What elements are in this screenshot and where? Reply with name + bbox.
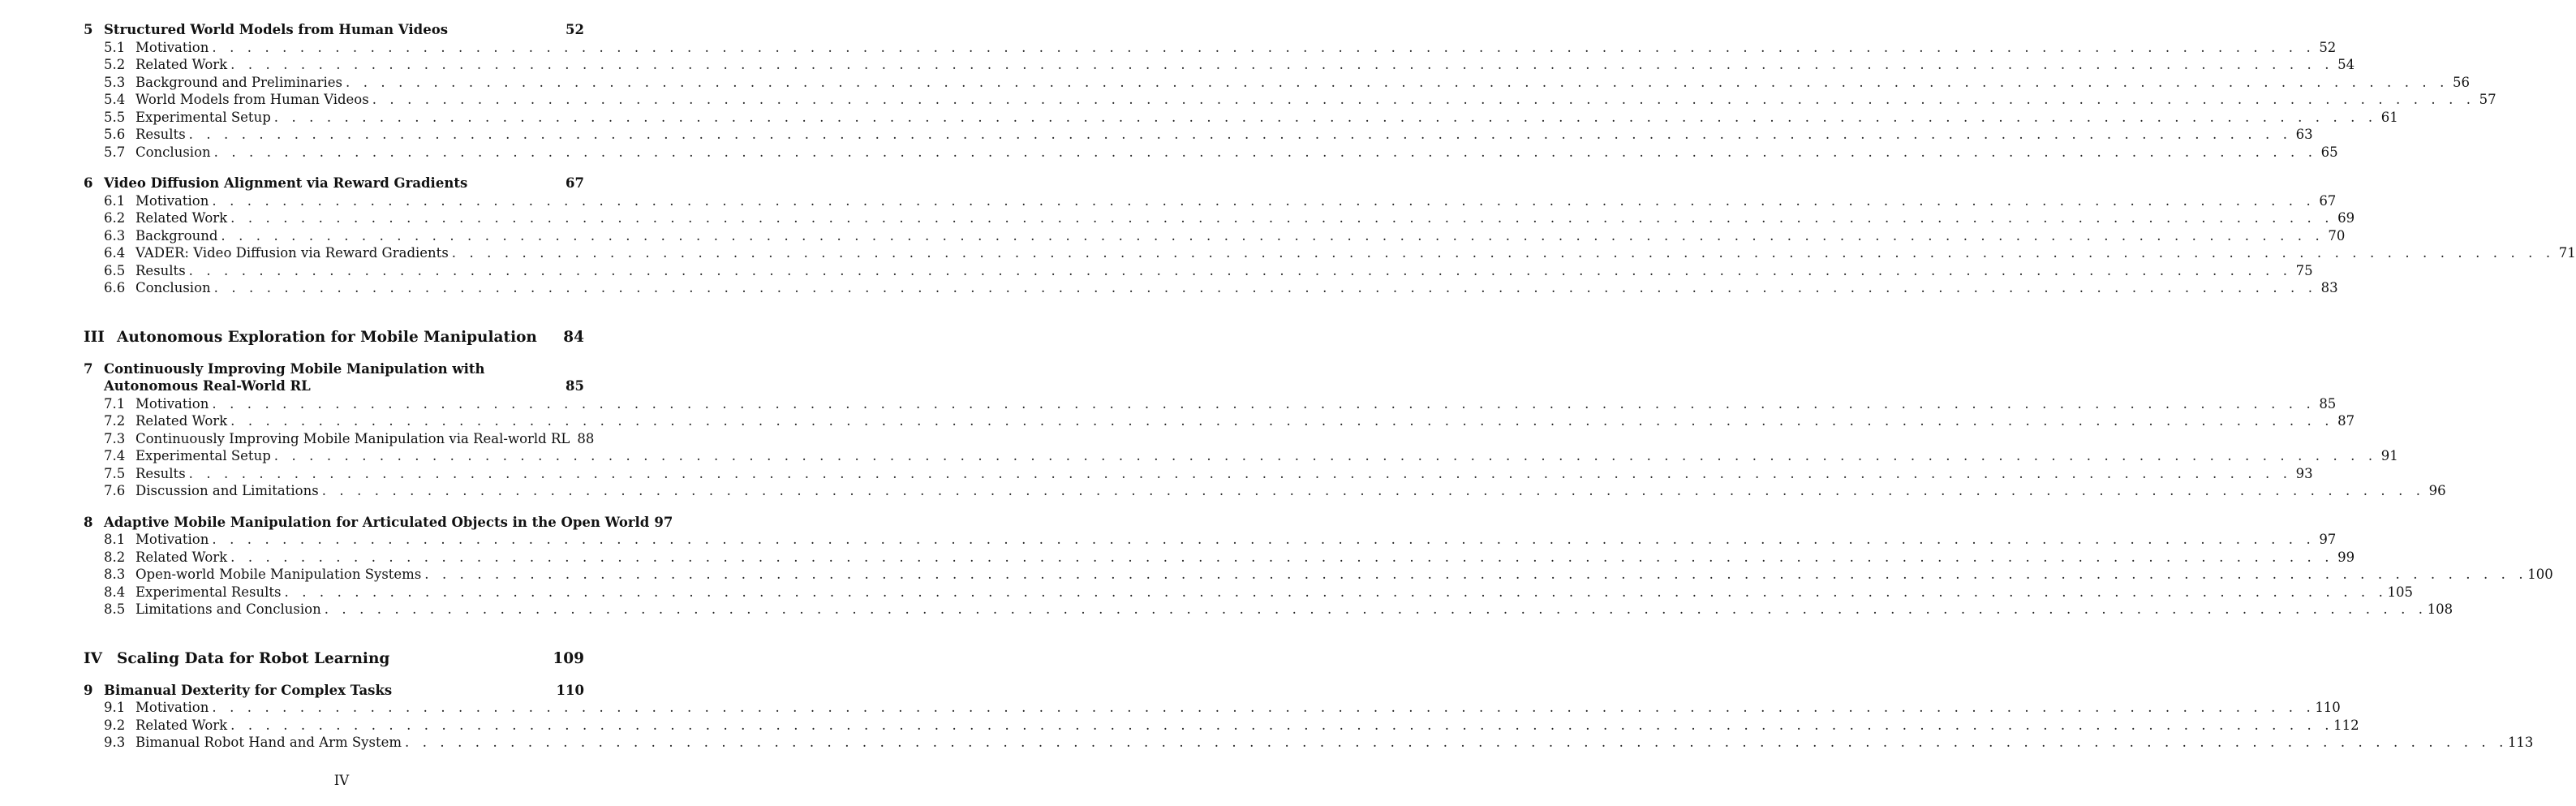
section-number: 9.3 bbox=[104, 735, 126, 750]
chapter-page-number: 110 bbox=[556, 682, 584, 698]
section-page-number: 69 bbox=[2337, 210, 2355, 226]
part-page-number: 84 bbox=[563, 328, 584, 346]
dot-leader: . . . . . . . . . . . . . . . . . . . . . . . . . . . . . . . . . . . . . . . . . . . . . . . . . . . . . . . . . . . . . . . . . . . . . . . . . . . . . . . . . . . . . . . . . . . . . . . . . . . . . . . . . . . . . . . . . . . . . . . . bbox=[230, 717, 2334, 733]
section-number: 5.7 bbox=[104, 144, 126, 160]
dot-leader: . . . . . . . . . . . . . . . . . . . . . . . . . . . . . . . . . . . . . . . . . . . . . . . . . . . . . . . . . . . . . . . . . . . . . . . . . . . . . . . . . . . . . . . . . . . . . . . . . . . . . . . . . . . . . . . . . . . . . . . . bbox=[284, 584, 2388, 600]
section-entry[interactable] bbox=[84, 566, 2553, 584]
section-title: Limitations and Conclusion bbox=[135, 601, 321, 617]
section-title: Background and Preliminaries bbox=[135, 74, 343, 90]
section-entry[interactable] bbox=[84, 482, 2446, 500]
section-title: Related Work bbox=[135, 57, 228, 72]
chapter-entry bbox=[84, 175, 2576, 297]
dot-leader: . . . . . . . . . . . . . . . . . . . . . . . . . . . . . . . . . . . . . . . . . . . . . . . . . . . . . . . . . . . . . . . . . . . . . . . . . . . . . . . . . . . . . . . . . . . . . . . . . . . . . . . . . . . . . . . . . . . . . . . . bbox=[230, 210, 2334, 226]
section-title: Continuously Improving Mobile Manipulation via Real-world RL bbox=[135, 430, 570, 446]
page-number: IV bbox=[333, 773, 350, 788]
chapter-entry bbox=[84, 360, 2446, 500]
part-number: IV bbox=[84, 649, 103, 667]
section-title: VADER: Video Diffusion via Reward Gradients bbox=[135, 245, 449, 261]
section-title: Background bbox=[135, 227, 218, 244]
chapter-page-number: 97 bbox=[654, 514, 673, 530]
section-title: Experimental Setup bbox=[135, 109, 271, 125]
section-number: 7.2 bbox=[104, 413, 126, 429]
section-page-number: 108 bbox=[2427, 601, 2453, 617]
section-number: 7.6 bbox=[104, 483, 126, 498]
section-title: Discussion and Limitations bbox=[135, 483, 319, 498]
section-title: Conclusion bbox=[135, 144, 211, 160]
section-title: Experimental Setup bbox=[135, 448, 271, 463]
dot-leader: . . . . . . . . . . . . . . . . . . . . . . . . . . . . . . . . . . . . . . . . . . . . . . . . . . . . . . . . . . . . . . . . . . . . . . . . . . . . . . . . . . . . . . . . . . . . . . . . . . . . . . . . . . . . . . . . . . . . . . . . bbox=[273, 109, 2377, 125]
dot-leader: . . . . . . . . . . . . . . . . . . . . . . . . . . . . . . . . . . . . . . . . . . . . . . . . . . . . . . . . . . . . . . . . . . . . . . . . . . . . . . . . . . . . . . . . . . . . . . . . . . . . . . . . . . . . . . . . . . . . . . . . bbox=[324, 601, 2428, 617]
section-entry[interactable] bbox=[84, 734, 2534, 752]
section-number: 7.5 bbox=[104, 465, 126, 481]
section-entry[interactable] bbox=[84, 412, 2355, 430]
chapter-heading[interactable] bbox=[84, 360, 584, 378]
section-page-number: 88 bbox=[577, 430, 595, 446]
section-page-number: 70 bbox=[2328, 227, 2346, 244]
chapter-heading-continued[interactable] bbox=[84, 377, 584, 395]
dot-leader: . . . . . . . . . . . . . . . . . . . . . . . . . . . . . . . . . . . . . . . . . . . . . . . . . . . . . . . . . . . . . . . . . . . . . . . . . . . . . . . . . . . . . . . . . . . . . . . . . . . . . . . . . . . . . . . . . . . . . . . . bbox=[212, 532, 2316, 547]
section-title: Related Work bbox=[135, 210, 228, 226]
dot-leader: . . . . . . . . . . . . . . . . . . . . . . . . . . . . . . . . . . . . . . . . . . . . . . . . . . . . . . . . . . . . . . . . . . . . . . . . . . . . . . . . . . . . . . . . . . . . . . . . . . . . . . . . . . . . . . . . . . . . . . . . bbox=[346, 74, 2449, 90]
chapter-number: 7 bbox=[84, 360, 93, 377]
section-entry[interactable] bbox=[84, 430, 595, 448]
section-page-number: 71 bbox=[2558, 245, 2576, 261]
section-entry[interactable] bbox=[84, 699, 2341, 717]
section-entry[interactable] bbox=[84, 447, 2398, 465]
chapter-title: Video Diffusion Alignment via Reward Gradients bbox=[104, 175, 468, 191]
chapter-entry bbox=[84, 514, 2553, 619]
section-entry[interactable] bbox=[84, 262, 2313, 280]
section-number: 8.4 bbox=[104, 584, 126, 600]
section-entry[interactable] bbox=[84, 717, 2359, 735]
dot-leader: . . . . . . . . . . . . . . . . . . . . . . . . . . . . . . . . . . . . . . . . . . . . . . . . . . . . . . . . . . . . . . . . . . . . . . . . . . . . . . . . . . . . . . . . . . . . . . . . . . . . . . . . . . . . . . . . . . . . . . . . bbox=[273, 448, 2377, 463]
section-page-number: 67 bbox=[2319, 192, 2337, 209]
section-number: 9.2 bbox=[104, 717, 126, 733]
dot-leader: . . . . . . . . . . . . . . . . . . . . . . . . . . . . . . . . . . . . . . . . . . . . . . . . . . . . . . . . . . . . . . . . . . . . . . . . . . . . . . . . . . . . . . . . . . . . . . . . . . . . . . . . . . . . . . . . . . . . . . . . bbox=[212, 39, 2316, 55]
part-number: III bbox=[84, 328, 105, 346]
section-entry[interactable] bbox=[84, 39, 2337, 57]
dot-leader: . . . . . . . . . . . . . . . . . . . . . . . . . . . . . . . . . . . . . . . . . . . . . . . . . . . . . . . . . . . . . . . . . . . . . . . . . . . . . . . . . . . . . . . . . . . . . . . . . . . . . . . . . . . . . . . . . . . . . . . . bbox=[213, 280, 2317, 295]
chapter-heading[interactable] bbox=[84, 514, 673, 532]
section-entry[interactable] bbox=[84, 244, 2576, 262]
chapter-title-line-2: Autonomous Real-World RL bbox=[104, 378, 311, 394]
chapter-title: Structured World Models from Human Videos bbox=[104, 22, 448, 37]
section-entry[interactable] bbox=[84, 465, 2313, 483]
chapter-entry bbox=[84, 21, 2496, 161]
section-page-number: 97 bbox=[2319, 532, 2337, 547]
section-page-number: 100 bbox=[2527, 567, 2553, 582]
chapter-number: 5 bbox=[84, 22, 93, 37]
section-number: 5.1 bbox=[104, 39, 126, 55]
part-page-number: 109 bbox=[553, 649, 584, 667]
dot-leader: . . . . . . . . . . . . . . . . . . . . . . . . . . . . . . . . . . . . . . . . . . . . . . . . . . . . . . . . . . . . . . . . . . . . . . . . . . . . . . . . . . . . . . . . . . . . . . . . . . . . . . . . . . . . . . . . . . . . . . . . bbox=[212, 192, 2316, 209]
section-title: Results bbox=[135, 465, 186, 481]
section-number: 6.3 bbox=[104, 227, 126, 244]
section-number: 8.2 bbox=[104, 549, 126, 565]
section-entry[interactable] bbox=[84, 209, 2355, 227]
dot-leader: . . . . . . . . . . . . . . . . . . . . . . . . . . . . . . . . . . . . . . . . . . . . . . . . . . . . . . . . . . . . . . . . . . . . . . . . . . . . . . . . . . . . . . . . . . . . . . . . . . . . . . . . . . . . . . . . . . . . . . . . bbox=[424, 567, 2528, 582]
section-entry[interactable] bbox=[84, 584, 2413, 601]
section-page-number: 99 bbox=[2337, 549, 2355, 565]
section-number: 7.4 bbox=[104, 448, 126, 463]
section-number: 6.1 bbox=[104, 192, 126, 209]
section-entry[interactable] bbox=[84, 601, 2453, 619]
section-title: Motivation bbox=[135, 532, 209, 547]
section-number: 7.1 bbox=[104, 395, 126, 412]
section-title: Motivation bbox=[135, 192, 209, 209]
part-title: Scaling Data for Robot Learning bbox=[117, 649, 390, 667]
section-page-number: 52 bbox=[2319, 39, 2337, 55]
section-entry[interactable] bbox=[84, 395, 2337, 413]
chapter-page-number: 52 bbox=[566, 22, 584, 37]
chapter-number: 9 bbox=[84, 682, 93, 698]
dot-leader: . . . . . . . . . . . . . . . . . . . . . . . . . . . . . . . . . . . . . . . . . . . . . . . . . . . . . . . . . . . . . . . . . . . . . . . . . . . . . . . . . . . . . . . . . . . . . . . . . . . . . . . . . . . . . . . . . . . . . . . . bbox=[451, 245, 2555, 261]
chapter-heading[interactable] bbox=[84, 21, 584, 39]
section-page-number: 56 bbox=[2452, 74, 2470, 90]
section-number: 9.1 bbox=[104, 700, 126, 715]
chapter-number: 8 bbox=[84, 514, 93, 530]
chapter-heading[interactable] bbox=[84, 175, 584, 192]
section-page-number: 83 bbox=[2320, 280, 2338, 295]
chapter-entry bbox=[84, 682, 2534, 752]
chapter-page-number: 85 bbox=[566, 378, 584, 394]
chapter-page-number: 67 bbox=[566, 175, 584, 191]
section-title: Bimanual Robot Hand and Arm System bbox=[135, 735, 402, 750]
section-entry[interactable] bbox=[84, 56, 2355, 74]
chapter-title: Adaptive Mobile Manipulation for Articulated Objects in the Open World bbox=[104, 514, 650, 530]
section-page-number: 75 bbox=[2295, 262, 2313, 278]
section-page-number: 87 bbox=[2337, 413, 2355, 429]
section-entry[interactable] bbox=[84, 91, 2496, 109]
dot-leader: . . . . . . . . . . . . . . . . . . . . . . . . . . . . . . . . . . . . . . . . . . . . . . . . . . . . . . . . . . . . . . . . . . . . . . . . . . . . . . . . . . . . . . . . . . . . . . . . . . . . . . . . . . . . . . . . . . . . . . . . bbox=[212, 395, 2316, 412]
section-number: 5.2 bbox=[104, 57, 126, 72]
section-number: 5.3 bbox=[104, 74, 126, 90]
section-title: Motivation bbox=[135, 700, 209, 715]
section-title: Conclusion bbox=[135, 280, 211, 295]
part-title: Autonomous Exploration for Mobile Manipulation bbox=[117, 328, 537, 346]
section-entry[interactable] bbox=[84, 144, 2338, 162]
section-page-number: 65 bbox=[2320, 144, 2338, 160]
section-page-number: 63 bbox=[2295, 127, 2313, 142]
section-number: 5.5 bbox=[104, 109, 126, 125]
dot-leader: . . . . . . . . . . . . . . . . . . . . . . . . . . . . . . . . . . . . . . . . . . . . . . . . . . . . . . . . . . . . . . . . . . . . . . . . . . . . . . . . . . . . . . . . . . . . . . . . . . . . . . . . . . . . . . . . . . . . . . . . bbox=[212, 700, 2316, 715]
chapter-heading[interactable] bbox=[84, 682, 584, 700]
section-title: Experimental Results bbox=[135, 584, 282, 600]
section-number: 8.5 bbox=[104, 601, 126, 617]
section-title: Motivation bbox=[135, 39, 209, 55]
dot-leader: . . . . . . . . . . . . . . . . . . . . . . . . . . . . . . . . . . . . . . . . . . . . . . . . . . . . . . . . . . . . . . . . . . . . . . . . . . . . . . . . . . . . . . . . . . . . . . . . . . . . . . . . . . . . . . . . . . . . . . . . bbox=[213, 144, 2317, 160]
chapter-title: Continuously Improving Mobile Manipulation with bbox=[104, 360, 485, 377]
dot-leader: . . . . . . . . . . . . . . . . . . . . . . . . . . . . . . . . . . . . . . . . . . . . . . . . . . . . . . . . . . . . . . . . . . . . . . . . . . . . . . . . . . . . . . . . . . . . . . . . . . . . . . . . . . . . . . . . . . . . . . . . bbox=[405, 735, 2508, 750]
dot-leader: . . . . . . . . . . . . . . . . . . . . . . . . . . . . . . . . . . . . . . . . . . . . . . . . . . . . . . . . . . . . . . . . . . . . . . . . . . . . . . . . . . . . . . . . . . . . . . . . . . . . . . . . . . . . . . . . . . . . . . . . bbox=[321, 483, 2425, 498]
dot-leader: . . . . . . . . . . . . . . . . . . . . . . . . . . . . . . . . . . . . . . . . . . . . . . . . . . . . . . . . . . . . . . . . . . . . . . . . . . . . . . . . . . . . . . . . . . . . . . . . . . . . . . . . . . . . . . . . . . . . . . . . bbox=[230, 413, 2334, 429]
section-title: Related Work bbox=[135, 549, 228, 565]
section-number: 7.3 bbox=[104, 430, 126, 446]
section-number: 5.4 bbox=[104, 92, 126, 107]
chapter-number: 6 bbox=[84, 175, 93, 191]
section-page-number: 105 bbox=[2387, 584, 2413, 600]
section-title: Results bbox=[135, 262, 186, 278]
section-entry[interactable] bbox=[84, 549, 2355, 567]
table-of-contents bbox=[84, 21, 2576, 765]
section-title: Results bbox=[135, 127, 186, 142]
dot-leader: . . . . . . . . . . . . . . . . . . . . . . . . . . . . . . . . . . . . . . . . . . . . . . . . . . . . . . . . . . . . . . . . . . . . . . . . . . . . . . . . . . . . . . . . . . . . . . . . . . . . . . . . . . . . . . . . . . . . . . . . bbox=[221, 227, 2324, 244]
section-page-number: 112 bbox=[2333, 717, 2359, 733]
dot-leader: . . . . . . . . . . . . . . . . . . . . . . . . . . . . . . . . . . . . . . . . . . . . . . . . . . . . . . . . . . . . . . . . . . . . . . . . . . . . . . . . . . . . . . . . . . . . . . . . . . . . . . . . . . . . . . . . . . . . . . . . bbox=[230, 57, 2334, 72]
dot-leader: . . . . . . . . . . . . . . . . . . . . . . . . . . . . . . . . . . . . . . . . . . . . . . . . . . . . . . . . . . . . . . . . . . . . . . . . . . . . . . . . . . . . . . . . . . . . . . . . . . . . . . . . . . . . . . . . . . . . . . . . bbox=[372, 92, 2475, 107]
section-number: 6.2 bbox=[104, 210, 126, 226]
section-number: 6.4 bbox=[104, 245, 126, 261]
section-page-number: 54 bbox=[2337, 57, 2355, 72]
dot-leader: . . . . . . . . . . . . . . . . . . . . . . . . . . . . . . . . . . . . . . . . . . . . . . . . . . . . . . . . . . . . . . . . . . . . . . . . . . . . . . . . . . . . . . . . . . . . . . . . . . . . . . . . . . . . . . . . . . . . . . . . bbox=[188, 262, 2292, 278]
section-entry[interactable] bbox=[84, 531, 2337, 549]
chapter-title: Bimanual Dexterity for Complex Tasks bbox=[104, 682, 393, 698]
section-title: World Models from Human Videos bbox=[135, 92, 369, 107]
section-page-number: 85 bbox=[2319, 395, 2337, 412]
section-number: 6.6 bbox=[104, 280, 126, 295]
section-page-number: 110 bbox=[2315, 700, 2341, 715]
part-heading[interactable] bbox=[84, 328, 584, 347]
section-number: 8.3 bbox=[104, 567, 126, 582]
section-entry[interactable] bbox=[84, 192, 2337, 210]
dot-leader: . . . . . . . . . . . . . . . . . . . . . . . . . . . . . . . . . . . . . . . . . . . . . . . . . . . . . . . . . . . . . . . . . . . . . . . . . . . . . . . . . . . . . . . . . . . . . . . . . . . . . . . . . . . . . . . . . . . . . . . . bbox=[188, 127, 2292, 142]
section-entry[interactable] bbox=[84, 126, 2313, 144]
section-page-number: 93 bbox=[2295, 465, 2313, 481]
section-title: Related Work bbox=[135, 717, 228, 733]
section-page-number: 57 bbox=[2479, 92, 2496, 107]
section-page-number: 96 bbox=[2428, 483, 2446, 498]
section-entry[interactable] bbox=[84, 227, 2346, 245]
section-number: 8.1 bbox=[104, 532, 126, 547]
section-number: 6.5 bbox=[104, 262, 126, 278]
section-entry[interactable] bbox=[84, 74, 2470, 92]
dot-leader: . . . . . . . . . . . . . . . . . . . . . . . . . . . . . . . . . . . . . . . . . . . . . . . . . . . . . . . . . . . . . . . . . . . . . . . . . . . . . . . . . . . . . . . . . . . . . . . . . . . . . . . . . . . . . . . . . . . . . . . . bbox=[230, 549, 2334, 565]
section-title: Motivation bbox=[135, 395, 209, 412]
section-entry[interactable] bbox=[84, 109, 2398, 127]
section-page-number: 113 bbox=[2507, 735, 2534, 750]
part-heading[interactable] bbox=[84, 649, 584, 669]
section-page-number: 91 bbox=[2380, 448, 2398, 463]
dot-leader: . . . . . . . . . . . . . . . . . . . . . . . . . . . . . . . . . . . . . . . . . . . . . . . . . . . . . . . . . . . . . . . . . . . . . . . . . . . . . . . . . . . . . . . . . . . . . . . . . . . . . . . . . . . . . . . . . . . . . . . . bbox=[188, 465, 2292, 481]
section-title: Related Work bbox=[135, 413, 228, 429]
section-page-number: 61 bbox=[2380, 109, 2398, 125]
section-title: Open-world Mobile Manipulation Systems bbox=[135, 567, 422, 582]
section-number: 5.6 bbox=[104, 127, 126, 142]
section-entry[interactable] bbox=[84, 279, 2338, 297]
